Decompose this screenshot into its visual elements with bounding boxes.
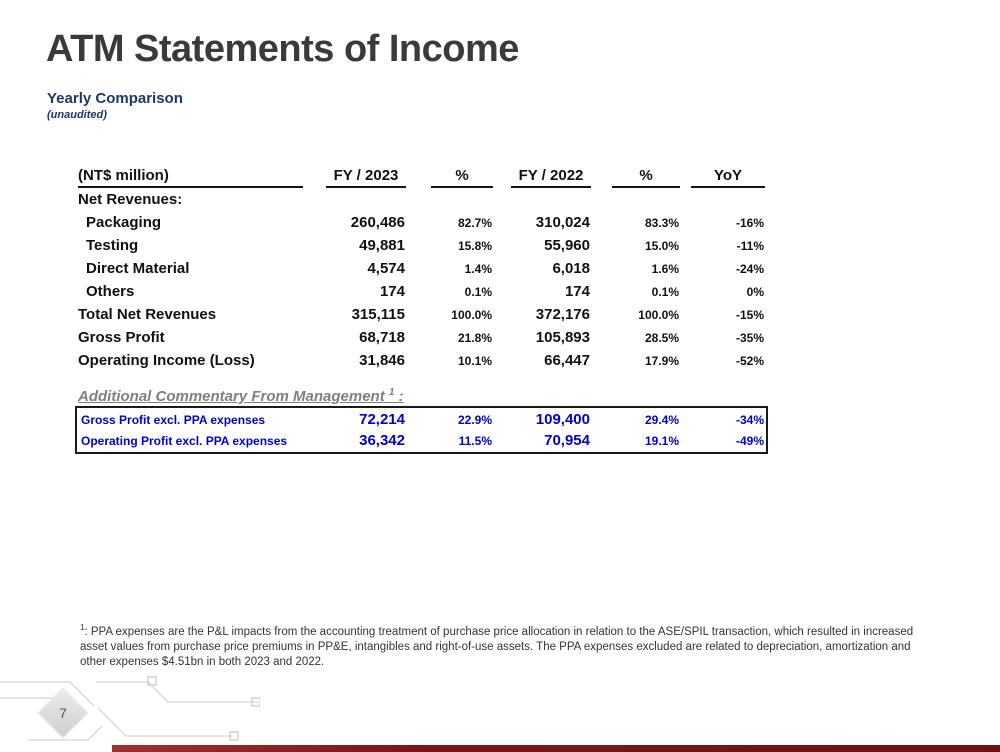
col-header-pct-2022: %: [612, 167, 680, 188]
cell-yoy: -35%: [735, 330, 764, 345]
table-row: [78, 234, 765, 257]
table-row: [78, 303, 765, 326]
cell-fy2022-percent: 29.4%: [644, 412, 679, 427]
row-label: Gross Profit: [78, 329, 165, 346]
table-row: [78, 211, 765, 234]
cell-fy2023-value: 36,342: [359, 432, 405, 449]
table-row: [78, 257, 765, 280]
cell-fy2022-value: 70,954: [544, 432, 590, 449]
income-statement-table: [78, 162, 765, 372]
cell-yoy: -15%: [735, 307, 764, 322]
footnote-superscript: 1: [80, 623, 85, 632]
cell-fy2022-value: 310,024: [535, 214, 590, 231]
cell-fy2023-value: 72,214: [359, 411, 405, 428]
commentary-heading-superscript: 1: [388, 387, 395, 398]
commentary-heading: [78, 387, 404, 405]
cell-fy2023-value: 315,115: [351, 306, 405, 323]
cell-fy2023-percent: 100.0%: [451, 307, 492, 322]
table-row: [78, 349, 765, 372]
cell-fy2023-percent: 22.9%: [457, 412, 492, 427]
cell-fy2022-value: 55,960: [544, 237, 590, 254]
cell-fy2022-percent: 1.6%: [651, 261, 679, 276]
commentary-heading-colon: :: [398, 388, 404, 405]
cell-fy2022-percent: 28.5%: [644, 330, 679, 345]
cell-fy2023-value: 68,718: [359, 329, 405, 346]
row-label: Operating Income (Loss): [78, 352, 255, 369]
unaudited-note: (unaudited): [47, 109, 107, 121]
cell-fy2023-percent: 82.7%: [457, 215, 492, 230]
col-header-nt-million: (NT$ million): [78, 167, 303, 188]
row-label: Total Net Revenues: [78, 306, 217, 323]
row-label: Packaging: [86, 214, 162, 231]
cell-fy2022-percent: 100.0%: [638, 307, 679, 322]
cell-fy2022-value: 105,893: [535, 329, 590, 346]
slide-title: ATM Statements of Income: [46, 28, 519, 70]
slide-subtitle: Yearly Comparison: [47, 90, 183, 107]
cell-fy2023-value: 174: [379, 283, 405, 300]
cell-fy2023-percent: 0.1%: [464, 284, 492, 299]
cell-fy2023-percent: 11.5%: [458, 433, 492, 448]
table-row-net-revenues: [78, 188, 765, 211]
cell-fy2022-value: 66,447: [544, 352, 590, 369]
commentary-table: [78, 409, 765, 451]
footnote: [80, 620, 932, 670]
col-header-yoy: YoY: [691, 167, 765, 188]
cell-fy2022-value: 109,400: [535, 411, 590, 428]
table-row: [78, 280, 765, 303]
row-label: Testing: [86, 237, 139, 254]
cell-yoy: 0%: [746, 284, 764, 299]
table-header-row: [78, 162, 765, 188]
cell-yoy: -34%: [735, 412, 764, 427]
circuit-decoration: [0, 668, 260, 752]
cell-fy2023-percent: 21.8%: [457, 330, 492, 345]
cell-fy2022-percent: 83.3%: [644, 215, 679, 230]
cell-yoy: -24%: [735, 261, 764, 276]
col-header-pct-2023: %: [431, 167, 493, 188]
cell-fy2023-value: 4,574: [367, 260, 405, 277]
row-label: Net Revenues:: [78, 191, 183, 208]
footnote-text: : PPA expenses are the P&L impacts from the accounting treatment of purchase price allocation in relation to the ASE/SPIL transaction, which resulted in increased asset values from purchase price premiums in PP&E, intangibles and right-of-use assets. The PPA expenses excluded are related to depreciation, amortization and other expenses $4.51bn in both 2023 and 2022.: [80, 625, 914, 668]
col-header-fy2022: FY / 2022: [511, 167, 591, 188]
cell-fy2022-percent: 0.1%: [651, 284, 679, 299]
cell-fy2022-value: 6,018: [552, 260, 590, 277]
cell-fy2023-percent: 10.1%: [457, 353, 492, 368]
cell-fy2022-percent: 17.9%: [644, 353, 679, 368]
table-row: [78, 430, 765, 451]
row-label: Direct Material: [86, 260, 190, 277]
commentary-heading-text: Additional Commentary From Management: [78, 388, 385, 405]
page-number: 7: [59, 705, 67, 721]
cell-fy2023-value: 260,486: [350, 214, 405, 231]
cell-yoy: -49%: [735, 433, 764, 448]
row-label: Gross Profit excl. PPA expenses: [81, 412, 266, 427]
cell-fy2023-percent: 15.8%: [457, 238, 492, 253]
bottom-accent-bar: [112, 745, 1000, 752]
cell-fy2023-percent: 1.4%: [464, 261, 492, 276]
cell-fy2022-percent: 19.1%: [644, 433, 679, 448]
cell-yoy: -11%: [736, 238, 764, 253]
cell-fy2022-value: 174: [564, 283, 590, 300]
col-header-fy2023: FY / 2023: [326, 167, 406, 188]
table-row: [78, 326, 765, 349]
cell-fy2023-value: 31,846: [359, 352, 405, 369]
row-label: Others: [86, 283, 135, 300]
cell-yoy: -16%: [735, 215, 764, 230]
commentary-box: [75, 406, 768, 454]
cell-fy2022-percent: 15.0%: [644, 238, 679, 253]
cell-fy2023-value: 49,881: [359, 237, 405, 254]
table-row: [78, 409, 765, 430]
cell-fy2022-value: 372,176: [535, 306, 590, 323]
row-label: Operating Profit excl. PPA expenses: [81, 433, 288, 448]
cell-yoy: -52%: [735, 353, 764, 368]
